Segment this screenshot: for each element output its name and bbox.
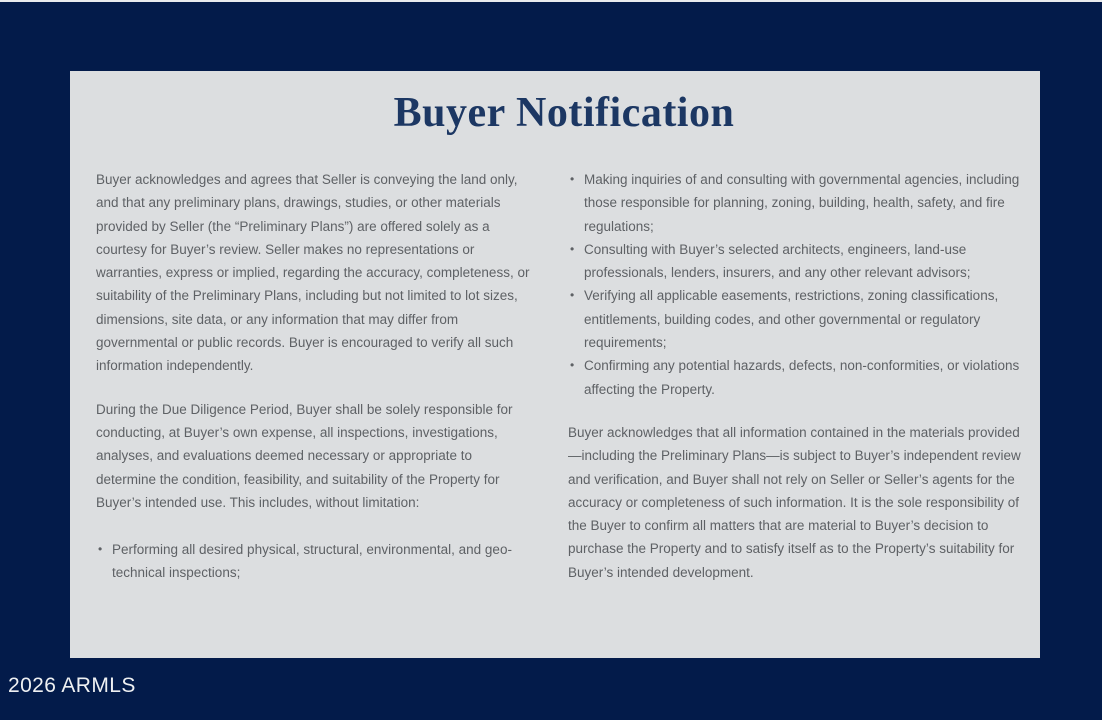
right-bullet-list	[568, 168, 1032, 401]
bullet-icon: •	[570, 241, 575, 256]
bullet-icon: •	[98, 542, 103, 557]
bullet-icon: •	[570, 172, 575, 186]
list-item	[568, 354, 1032, 401]
list-item-text: Consulting with Buyer’s selected architects, engineers, land-use professionals, lenders, insurers, and any other relevant advisors;	[584, 241, 971, 281]
paragraph-acknowledgement: Buyer acknowledges that all information contained in the materials provided—including the Preliminary Plans—is subject to Buyer’s independent review and verification, and Buyer shall not rely on Seller or Seller’s agents for the accuracy or completeness of such information. It is the sole responsibility of the Buyer to confirm all matters that are material to Buyer’s decision to purchase the Property and to satisfy itself as to the Property’s suitability for Buyer’s intended development.	[568, 424, 1021, 580]
page-title: Buyer Notification	[393, 90, 735, 136]
left-column	[96, 168, 533, 585]
paragraph-preliminary-plans: Buyer acknowledges and agrees that Seller is conveying the land only, and that any preliminary plans, drawings, studies, or other materials provided by Seller (the “Preliminary Plans”) are offered solely as a courtesy for Buyer’s review. Seller makes no representations or warranties, express or implied, regarding the accuracy, completeness, or suitability of the Preliminary Plans, including but not limited to lot sizes, dimensions, site data, or any information that may differ from governmental or public records. Buyer is encouraged to verify all such information independently.	[96, 172, 530, 374]
armls-watermark: 2026 ARMLS	[8, 674, 136, 697]
list-item	[568, 284, 1032, 354]
right-column	[568, 168, 1032, 585]
two-column-layout	[96, 168, 1032, 585]
paragraph-due-diligence: During the Due Diligence Period, Buyer shall be solely responsible for conducting, at Buyer’s own expense, all inspections, investigations, analyses, and evaluations deemed necessary or appropriate to determine the condition, feasibility, and suitability of the Property for Buyer’s intended use. This includes, without limitation:	[96, 401, 513, 510]
buyer-notification-card	[70, 71, 1040, 658]
left-bullet-list	[96, 538, 533, 585]
list-item-text: Confirming any potential hazards, defects, non-conformities, or violations affecting the Property.	[584, 358, 1020, 397]
list-item-text: Making inquiries of and consulting with governmental agencies, including those responsible for planning, zoning, building, health, safety, and fire regulations;	[584, 172, 1020, 234]
list-item-text: Verifying all applicable easements, restrictions, zoning classifications, entitlements, building codes, and other governmental or regulatory requirements;	[584, 288, 999, 351]
list-item	[96, 538, 533, 585]
list-item	[568, 238, 1032, 285]
top-border-line	[0, 0, 1102, 2]
bullet-icon: •	[570, 358, 575, 373]
list-item-text: Performing all desired physical, structural, environmental, and geo-technical inspections;	[112, 542, 512, 581]
list-item	[568, 168, 1032, 238]
bullet-icon: •	[570, 288, 575, 303]
